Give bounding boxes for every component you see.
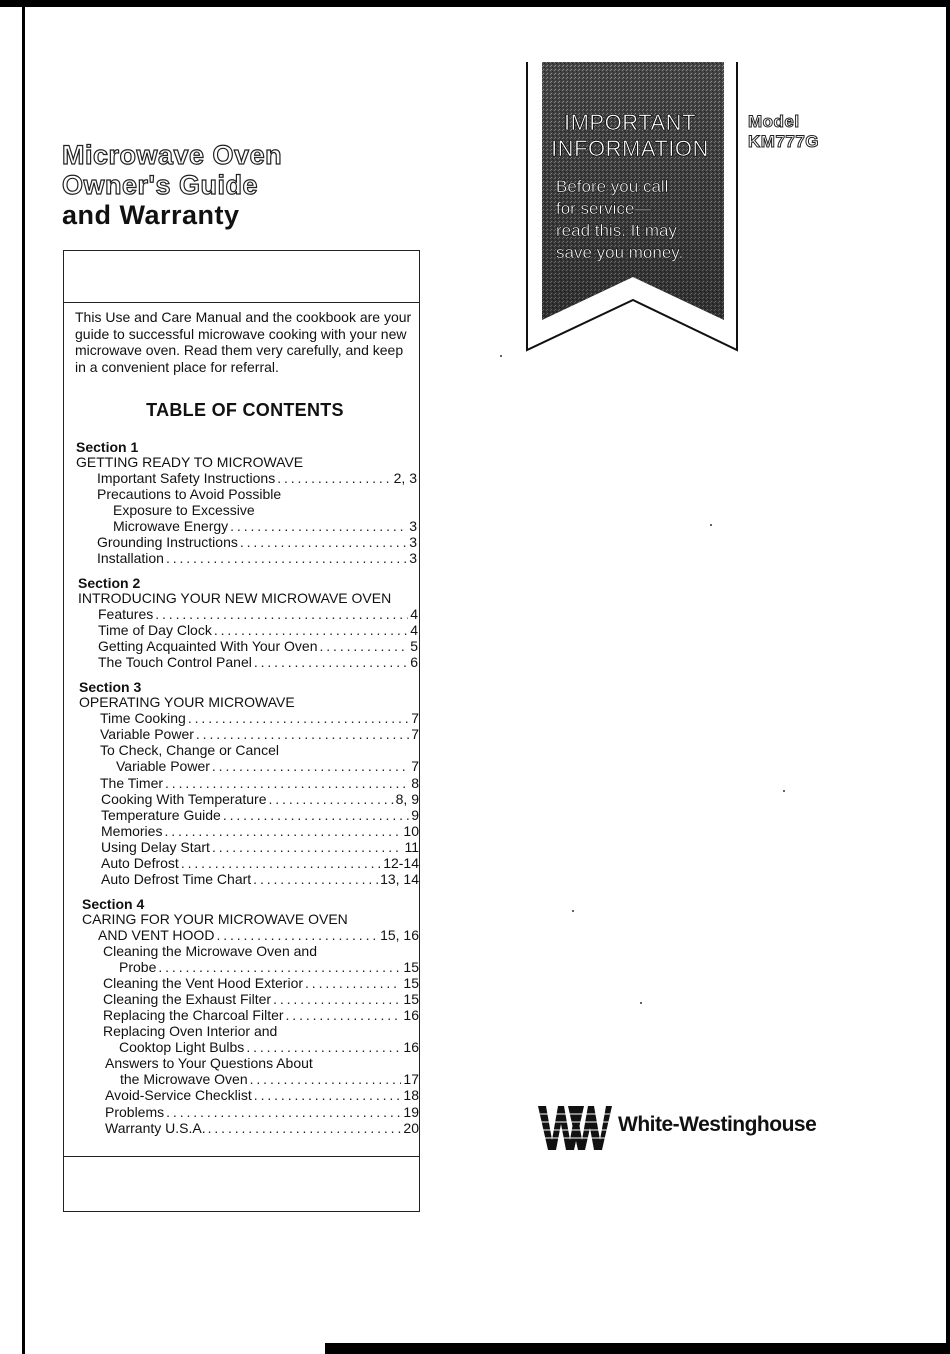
toc-entry-page: 7 (411, 758, 419, 774)
title-line-1: Microwave Oven (62, 140, 283, 170)
toc-entry-continuation: Replacing Oven Interior and (103, 1023, 278, 1039)
toc-entry-label: Using Delay Start (101, 839, 210, 855)
title-line-2: Owner's Guide (62, 170, 258, 200)
scan-speck (500, 355, 502, 357)
toc-entry-page: 7 (411, 726, 419, 742)
toc-entry[interactable] (100, 710, 419, 726)
toc-entry[interactable] (97, 550, 417, 566)
toc-entry-label: Cooktop Light Bulbs (119, 1039, 245, 1055)
toc-entry[interactable] (97, 470, 417, 486)
toc-entry-label: Grounding Instructions (97, 534, 238, 550)
toc-entry[interactable] (97, 534, 417, 550)
toc-entry-label: Auto Defrost Time Chart (101, 871, 252, 887)
toc-entry-label: Variable Power (116, 758, 210, 774)
toc-entry-page: 3 (409, 550, 417, 566)
scan-speck (640, 1002, 642, 1004)
toc-entry[interactable] (103, 1007, 419, 1023)
toc-entry-continuation: Answers to Your Questions About (105, 1055, 313, 1071)
toc-entry-label: Cleaning the Vent Hood Exterior (103, 975, 304, 991)
toc-entry-page: 4 (410, 606, 418, 622)
section-4-name: CARING FOR YOUR MICROWAVE OVEN (82, 911, 348, 927)
toc-entry-page: 8 (411, 775, 419, 791)
toc-entry-page: 18 (403, 1087, 419, 1103)
toc-entry-label: Important Safety Instructions (97, 470, 276, 486)
toc-entry[interactable] (101, 855, 419, 871)
toc-entry-label: Cooking With Temperature (101, 791, 267, 807)
toc-entry-continuation: To Check, Change or Cancel (100, 742, 279, 758)
toc-entry-page: 6 (410, 654, 418, 670)
model-number: KM777G (748, 132, 820, 151)
toc-entry-label: Auto Defrost (101, 855, 179, 871)
toc-entry-page: 12-14 (383, 855, 419, 871)
toc-entry[interactable] (120, 1071, 419, 1087)
toc-entry[interactable] (105, 1087, 419, 1103)
ribbon-body (556, 176, 726, 264)
scan-speck (572, 910, 574, 912)
toc-entry-continuation: Cleaning the Microwave Oven and (103, 943, 318, 959)
section-2-head: Section 2 (78, 575, 141, 591)
ribbon-body-line-2: for service— (556, 199, 652, 218)
toc-entry-page: 17 (403, 1071, 419, 1087)
toc-entry[interactable] (100, 726, 419, 742)
toc-entry-page: 15 (403, 991, 419, 1007)
section-1-head: Section 1 (76, 439, 139, 455)
toc-entry-label: Features (98, 606, 154, 622)
toc-entry-page: 19 (403, 1104, 419, 1120)
toc-entry-continuation: Precautions to Avoid Possible (97, 486, 282, 502)
toc-heading: TABLE OF CONTENTS (146, 400, 344, 420)
toc-entry[interactable] (98, 622, 418, 638)
toc-entry-page: 2, 3 (393, 470, 417, 486)
section-4-head: Section 4 (82, 896, 145, 912)
toc-entry[interactable] (101, 807, 419, 823)
section-2-name: INTRODUCING YOUR NEW MICROWAVE OVEN (78, 590, 392, 606)
intro-paragraph: This Use and Care Manual and the cookbook are your guide to successful microwave cooking with your new microwave oven. Read them very carefully, and keep in a convenient place for referral. (75, 309, 412, 375)
toc-entry-page: 16 (403, 1007, 419, 1023)
toc-entry-page: 3 (409, 534, 417, 550)
toc-entry[interactable] (98, 606, 418, 622)
toc-entry[interactable] (105, 1104, 419, 1120)
toc-entry-page: 20 (403, 1120, 419, 1136)
toc-entry-page: 3 (409, 518, 417, 534)
toc-entry-label: The Touch Control Panel (98, 654, 252, 670)
toc-entry-page: 9 (411, 807, 419, 823)
toc-entry-page: 15 (403, 959, 419, 975)
toc-entry-label: AND VENT HOOD (98, 927, 215, 943)
section-1-name: GETTING READY TO MICROWAVE (76, 454, 304, 470)
toc-entry-continuation: Exposure to Excessive (113, 502, 255, 518)
toc-entry-page: 11 (404, 839, 419, 855)
toc-entry-label: Installation (97, 550, 164, 566)
toc-entry[interactable] (103, 991, 419, 1007)
toc-entry-label: the Microwave Oven (120, 1071, 248, 1087)
ribbon-body-line-1: Before you call (556, 177, 669, 196)
toc-entry-label: Problems (105, 1104, 165, 1120)
toc-entry-label: Variable Power (100, 726, 194, 742)
toc-entry-label: Temperature Guide (101, 807, 221, 823)
toc-entry-label: Getting Acquainted With Your Oven (98, 638, 318, 654)
toc-entry-page: 7 (411, 710, 419, 726)
toc-entry[interactable] (113, 518, 417, 534)
toc-entry[interactable] (105, 1120, 419, 1136)
toc-entry-page: 15 (403, 975, 419, 991)
toc-entry-label: Time Cooking (100, 710, 186, 726)
toc-entry-page: 15, 16 (380, 927, 419, 943)
toc-entry-label: Memories (101, 823, 163, 839)
toc-entry-page: 13, 14 (380, 871, 419, 887)
toc-entry[interactable] (100, 775, 419, 791)
toc-entry[interactable] (98, 654, 418, 670)
toc-entry[interactable] (119, 1039, 419, 1055)
toc-entry-label: Time of Day Clock (98, 622, 212, 638)
toc-entry-page: 8, 9 (395, 791, 419, 807)
toc-entry-label: Microwave Energy (113, 518, 229, 534)
toc-entry[interactable] (101, 839, 419, 855)
toc-entry[interactable] (119, 959, 419, 975)
model-label: Model (748, 112, 800, 131)
ribbon-heading (540, 110, 720, 162)
toc-entry[interactable] (98, 927, 419, 943)
white-westinghouse-logo-icon (538, 1102, 612, 1152)
toc-entry[interactable] (101, 823, 419, 839)
toc-entry-page: 16 (403, 1039, 419, 1055)
toc-entry-label: Warranty U.S.A. (105, 1120, 206, 1136)
scan-speck (783, 790, 785, 792)
toc-entry[interactable] (103, 975, 419, 991)
scan-speck (710, 524, 712, 526)
brand-name: White-Westinghouse (618, 1113, 817, 1136)
toc-entry-page: 4 (410, 622, 418, 638)
toc-entry-label: Avoid-Service Checklist (105, 1087, 252, 1103)
toc-entry-page: 10 (403, 823, 419, 839)
toc-entry-label: Replacing the Charcoal Filter (103, 1007, 284, 1023)
section-3-name: OPERATING YOUR MICROWAVE (79, 694, 295, 710)
toc-entry[interactable] (98, 638, 418, 654)
toc-entry[interactable] (116, 758, 419, 774)
ribbon-heading-line-1: IMPORTANT (563, 110, 697, 135)
toc-entry-label: The Timer (100, 775, 164, 791)
toc-entry-page: 5 (410, 638, 418, 654)
section-3-head: Section 3 (79, 679, 142, 695)
ribbon-body-line-4: save you money. (556, 243, 684, 262)
toc-entry-label: Cleaning the Exhaust Filter (103, 991, 272, 1007)
title-line-3: and Warranty (62, 200, 240, 230)
toc-entry[interactable] (101, 791, 419, 807)
ribbon-body-line-3: read this. It may (556, 221, 677, 240)
toc-entry-label: Probe (119, 959, 157, 975)
toc-entry[interactable] (101, 871, 419, 887)
ribbon-heading-line-2: INFORMATION (551, 136, 709, 161)
